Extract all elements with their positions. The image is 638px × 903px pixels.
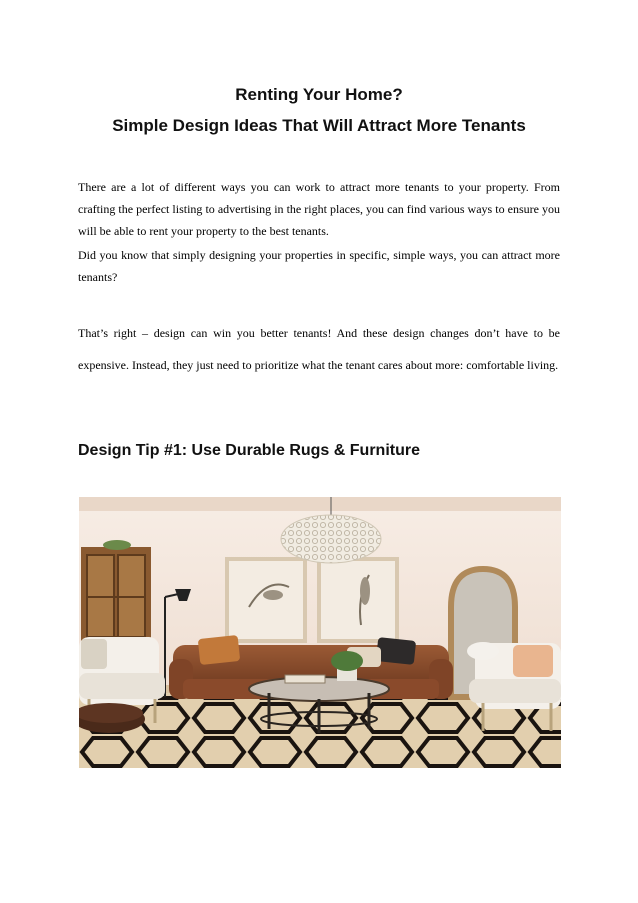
living-room-photo [79, 497, 561, 768]
cushion-peach [513, 645, 553, 677]
design-paragraph: That’s right – design can win you better tenants! And these design changes don’t have to be expensive. Instead, they just need to prioritize what the tenant cares about more: comfortable living. [78, 326, 560, 372]
cushion-dark [376, 637, 416, 665]
table-books [285, 675, 325, 683]
cushion-orange [198, 635, 240, 665]
artwork-right [319, 559, 397, 641]
question-paragraph: Did you know that simply designing your properties in specific, simple ways, you can attract more tenants? [78, 248, 560, 284]
design-tip-heading: Design Tip #1: Use Durable Rugs & Furniture [78, 442, 420, 459]
table-plant [331, 651, 363, 671]
intro-paragraph: There are a lot of different ways you can work to attract more tenants to your property. From crafting the perfect listing to advertising in the right places, you can find various ways to ensure you will be able to rent your property to the best tenants. [78, 180, 560, 238]
pendant-lamp [281, 515, 381, 563]
ceiling-band [79, 497, 561, 511]
plant-on-cabinet [103, 540, 131, 550]
flowers [467, 642, 499, 660]
artwork-left [227, 559, 305, 641]
page-title-line-1: Renting Your Home? [235, 85, 403, 104]
page-title-line-2: Simple Design Ideas That Will Attract More Tenants [112, 116, 526, 135]
